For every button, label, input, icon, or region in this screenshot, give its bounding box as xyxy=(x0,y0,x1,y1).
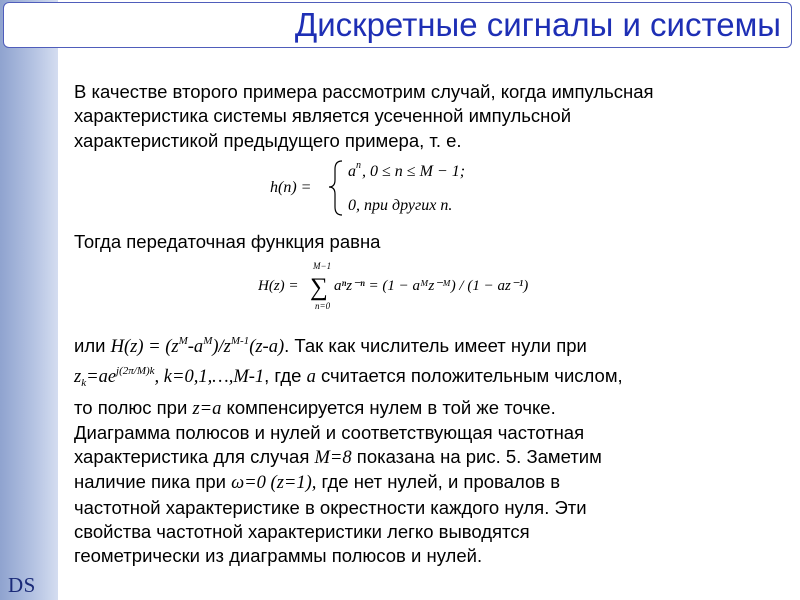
body-paragraph xyxy=(74,329,794,569)
eq1-case1-base: a xyxy=(348,163,356,180)
body-line-6: наличие пика при ω=0 (z=1), где нет нулей, и провалов в xyxy=(74,471,561,494)
body-line-2: $z_k=ae^{j(2\pi/M)k}$, k=0,1,…,M-1, где a считается положительным числом, xyxy=(74,365,623,390)
body-line-9: геометрически из диаграммы полюсов и нулей. xyxy=(74,545,483,567)
eq2-rhs: aⁿz⁻ⁿ = (1 − aᴹz⁻ᴹ) / (1 − az⁻¹) xyxy=(334,278,529,294)
eq2-sum-top: M−1 xyxy=(313,261,332,271)
body-line-1: или $H(z) = (z^M-a^M)/z^{M-1}(z-a)$. Так как числитель имеет нули при xyxy=(74,335,587,357)
formula-zk: $z_k=ae^{j(2\pi/M)k}$, k=0,1,…,M-1 xyxy=(74,365,265,390)
equation-h-of-n xyxy=(268,155,528,220)
slide-title: Дискретные сигналы и системы xyxy=(294,6,781,43)
body-line-8: свойства частотной характеристики легко выводятся xyxy=(74,521,530,543)
eq1-brace xyxy=(329,161,342,215)
body-line-4: Диаграмма полюсов и нулей и соответствующая частотная xyxy=(74,421,585,443)
intro-paragraph xyxy=(74,80,794,153)
formula-H-z: $H(z) = (z^M-a^M)/z^{M-1}(z-a)$ xyxy=(110,335,285,357)
body-line-3: то полюс при z=a компенсируется нулем в той же точке. xyxy=(74,396,556,419)
transfer-text: Тогда передаточная функция равна xyxy=(74,231,381,252)
intro-line-1: В качестве второго примера рассмотрим случай, когда импульсная xyxy=(74,81,654,102)
body-line-5: характеристика для случая M=8 показана на рис. 5. Заметим xyxy=(74,446,602,469)
eq1-case2: 0, при других n. xyxy=(348,197,453,214)
sidebar-strip xyxy=(0,0,58,600)
body-line-7: частотной характеристике в окрестности каждого нуля. Эти xyxy=(74,496,587,518)
intro-line-3: характеристикой предыдущего примера, т. е. xyxy=(74,129,462,151)
eq2-sum-bottom: n=0 xyxy=(315,301,331,311)
sigma-icon: ∑ xyxy=(310,274,328,301)
eq1-lhs: h(n) = xyxy=(270,179,312,196)
intro-line-2: характеристика системы является усеченной импульсной xyxy=(74,105,572,127)
eq1-case1-cond: , 0 ≤ n ≤ M − 1; xyxy=(362,163,466,180)
equation-transfer-function xyxy=(258,260,578,312)
eq2-lhs: H(z) = xyxy=(258,278,299,294)
ds-logo: DS xyxy=(8,573,36,597)
title-frame xyxy=(3,2,792,48)
eq1-case1-exp: n xyxy=(356,160,361,171)
